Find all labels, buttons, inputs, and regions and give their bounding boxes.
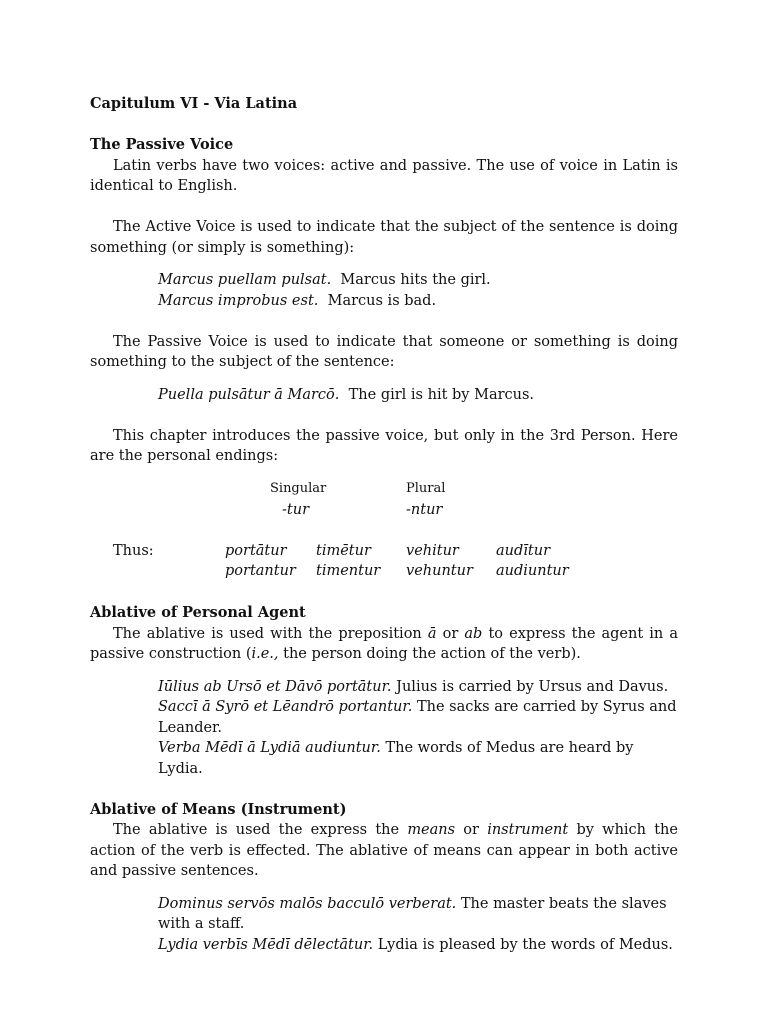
english-translation: Julius is carried by Ursus and Davus. [396,678,669,695]
example-line [158,385,678,406]
section-heading-passive-voice: The Passive Voice [90,136,234,153]
plural-form: timentur [316,562,381,579]
preposition-ab: ab [464,625,483,642]
section-heading-personal-agent: Ablative of Personal Agent [90,604,306,621]
english-translation: Marcus is bad. [327,292,437,309]
example-line [158,738,678,779]
singular-form: vehitur [406,542,459,559]
plural-form: portantur [225,562,296,579]
singular-form: audītur [496,542,550,559]
chapter-title: Capitulum VI - Via Latina [90,95,298,112]
plural-label: Plural [406,480,446,496]
passive-intro-paragraph: Latin verbs have two voices: active and passive. The use of voice in Latin is identical to English. [90,157,678,194]
section-heading-means: Ablative of Means (Instrument) [90,800,347,818]
english-translation: Lydia is pleased by the words of Medus. [377,936,673,953]
means-examples [158,894,678,956]
active-examples [158,270,678,311]
english-translation: The master beats the slaves with a staff. [158,895,667,932]
singular-label: Singular [270,480,327,496]
singular-ending: -tur [282,501,309,518]
singular-form: timētur [316,542,371,559]
latin-example: Iūlius ab Ursō et Dāvō portātur. [158,678,392,695]
agent-examples [158,677,678,780]
english-translation: Marcus hits the girl. [340,272,491,288]
preposition-a: ā [427,625,437,642]
example-line [158,894,678,935]
thus-examples-table [90,541,678,583]
example-line [158,677,678,698]
endings-intro-paragraph: This chapter introduces the passive voice, but only in the 3rd Person. Here are the personal endings: [90,427,678,464]
latin-example: Verba Mēdī ā Lydiā audiuntur. [158,740,381,756]
latin-example: Marcus puellam pulsat. [158,272,332,288]
thus-label: Thus: [113,542,154,559]
english-translation: The words of Medus are heard by Lydia. [158,740,634,777]
plural-form: audiuntur [496,562,569,579]
example-line [158,291,678,312]
means-paragraph: The ablative is used the express the means or instrument by which the action of the verb is effected. The ablative of means can appear in both active and passive sentences. [90,822,678,879]
passive-example [158,385,678,406]
agent-paragraph: The ablative is used with the preposition ā or ab to express the agent in a passive construction (i.e., the person doing the action of the verb). [90,625,679,662]
active-voice-definition: The Active Voice is used to indicate that the subject of the sentence is doing something (or simply is something): [90,219,678,256]
passive-voice-definition: The Passive Voice is used to indicate that someone or something is doing something to the subject of the sentence: [90,333,678,370]
latin-example: Lydia verbīs Mēdī dēlectātur. [158,936,374,953]
document-page [90,94,678,955]
latin-example: Puella pulsātur ā Marcō. [158,386,340,403]
means-word: means [407,822,456,838]
instrument-word: instrument [487,822,569,838]
example-line [158,270,678,291]
english-translation: The sacks are carried by Syrus and Leander. [158,699,677,736]
plural-ending: -ntur [406,501,443,518]
latin-example: Marcus improbus est. [158,292,319,309]
latin-example: Saccī ā Syrō et Lēandrō portantur. [158,699,413,715]
personal-endings-table [90,479,678,541]
example-line [158,935,678,956]
singular-form: portātur [225,542,287,559]
latin-example: Dominus servōs malōs bacculō verberat. [158,895,457,912]
plural-form: vehuntur [406,562,473,579]
example-line [158,697,678,738]
english-translation: The girl is hit by Marcus. [348,386,535,403]
ie-abbreviation: i.e., [251,646,279,662]
